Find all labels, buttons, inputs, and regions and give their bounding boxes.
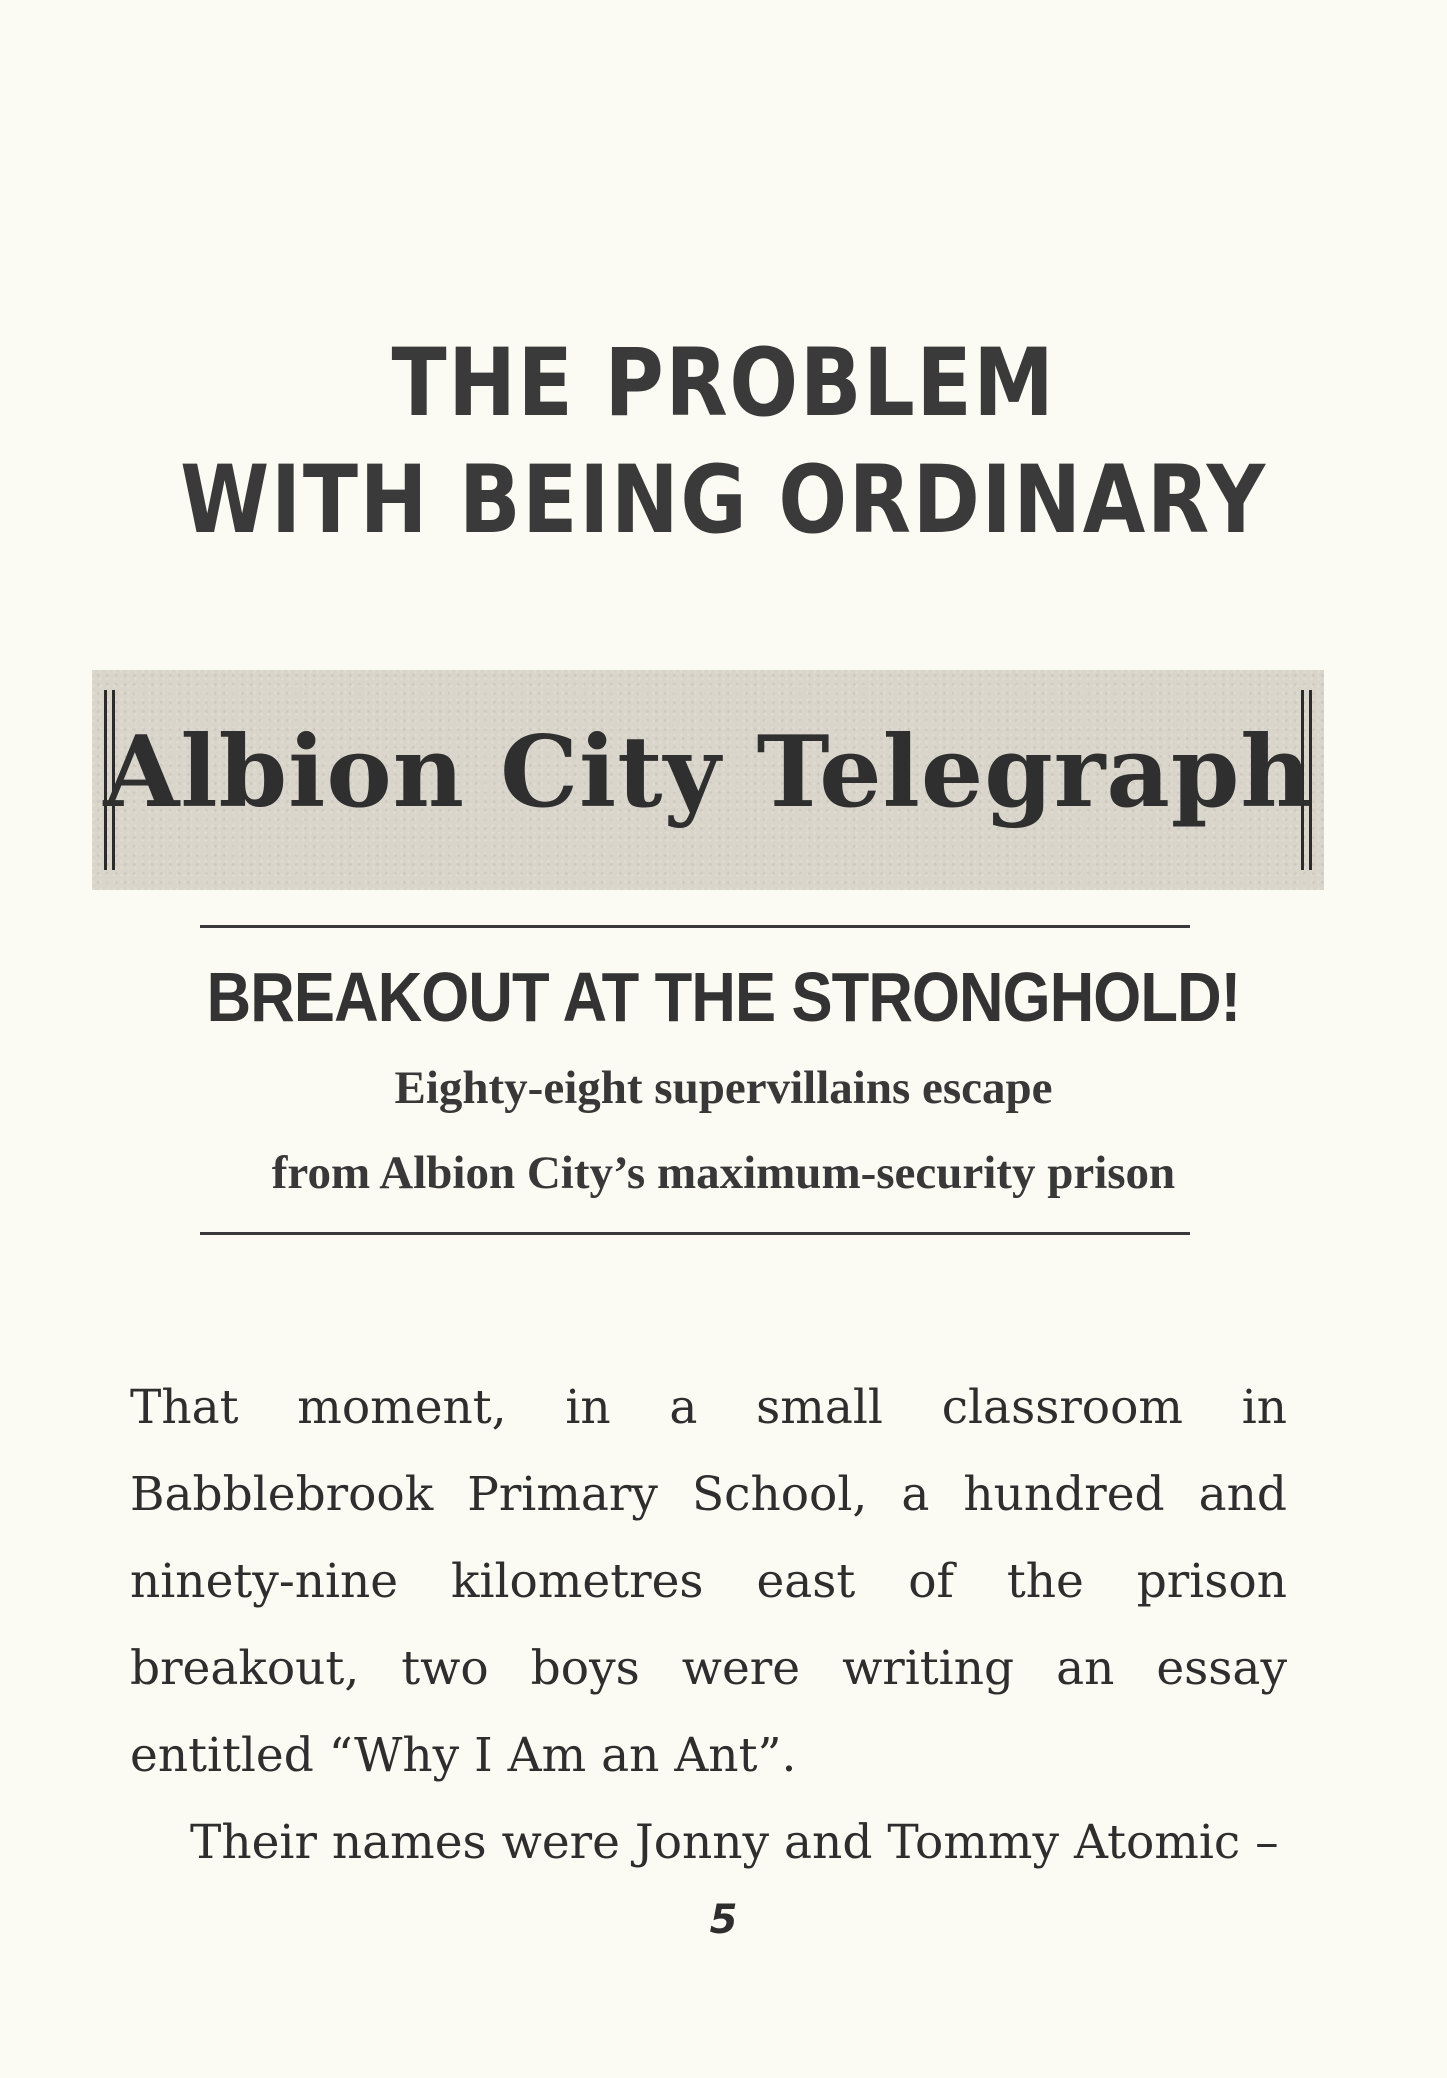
story-text (130, 1364, 1287, 1886)
newspaper-headline: BREAKOUT AT THE STRONGHOLD! (206, 958, 1241, 1036)
headline-top-divider (200, 925, 1190, 928)
chapter-title-line-2: WITH BEING ORDINARY (180, 446, 1267, 555)
headline-bottom-divider (200, 1232, 1190, 1235)
story-paragraph-1: That moment, in a small classroom in Babblebrook Primary School, a hundred and ninety-nine kilometres east of the prison breakout, two boys were writing an essay entitled “Why I Am an Ant”. (130, 1380, 1287, 1783)
newspaper-subhead-line-2: from Albion City’s maximum-security prison (271, 1147, 1176, 1199)
newspaper-subhead-line-1: Eighty-eight supervillains escape (394, 1062, 1053, 1114)
chapter-title (101, 325, 1345, 559)
page-number: 5 (709, 1897, 738, 1943)
newspaper-name: Albion City Telegraph (103, 715, 1313, 830)
story-paragraph-2: Their names were Jonny and Tommy Atomic – (190, 1815, 1279, 1870)
newspaper-masthead (92, 670, 1324, 890)
chapter-title-line-1: THE PROBLEM (391, 329, 1056, 438)
